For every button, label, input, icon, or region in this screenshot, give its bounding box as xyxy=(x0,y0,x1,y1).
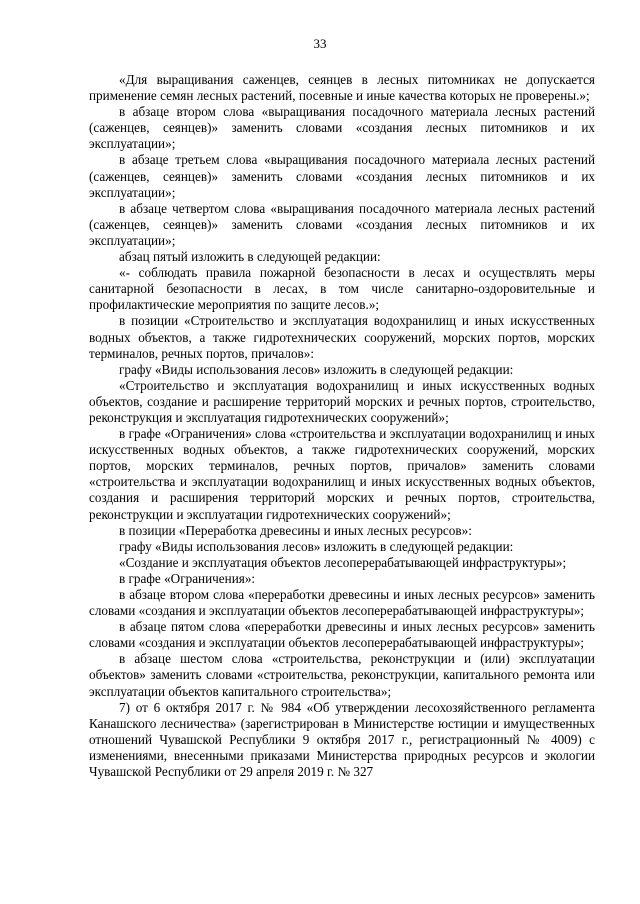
paragraph: графу «Виды использования лесов» изложить в следующей редакции: xyxy=(119,538,514,554)
page-number: 33 xyxy=(313,36,327,51)
paragraph: в графе «Ограничения» слова «строительства и эксплуатации водохранилищ и иных искусственных водных объектов, а также гидротехнических сооружений, морских портов, морских терминалов, речных портов, причалов» заменить словами «строительства и эксплуатации водохранилищ и иных искусственных водных объектов, создания и расширения территорий морских и речных портов, строительства, реконструкции и эксплуатации гидротехнических сооружений»; xyxy=(89,426,595,522)
paragraph: 7) от 6 октября 2017 г. № 984 «Об утверждении лесохозяйственного регламента Канашского лесничества» (зарегистрирован в Министерстве юстиции и имущественных отношений Чувашской Республики 9 октября 2017 г., регистрационный № 4009) с изменениями, внесенными приказами Министерства природных ресурсов и экологии Чувашской Республики от 29 апреля 2019 г. № 327 xyxy=(89,699,595,780)
paragraph: в графе «Ограничения»: xyxy=(119,570,256,586)
paragraph: в позиции «Строительство и эксплуатация водохранилищ и иных искусственных водных объектов, а также гидротехнических сооружений, морских портов, морских терминалов, речных портов, причалов»: xyxy=(89,313,595,361)
paragraph: в абзаце втором слова «переработки древесины и иных лесных ресурсов» заменить словами «создания и эксплуатации объектов лесоперерабатывающей инфраструктуры»; xyxy=(89,587,595,619)
paragraph: в абзаце пятом слова «переработки древесины и иных лесных ресурсов» заменить словами «создания и эксплуатации объектов лесоперерабатывающей инфраструктуры»; xyxy=(89,619,595,651)
paragraph: графу «Виды использования лесов» изложить в следующей редакции: xyxy=(119,361,514,377)
paragraph: «Создание и эксплуатация объектов лесоперерабатывающей инфраструктуры»; xyxy=(119,554,567,570)
paragraph: «Строительство и эксплуатация водохранилищ и иных искусственных водных объектов, создание и расширение территорий морских и речных портов, строительство, реконструкция и эксплуатация гидротехнических сооружений»; xyxy=(89,377,595,425)
paragraph: «- соблюдать правила пожарной безопасности в лесах и осуществлять меры санитарной безопасности в лесах, в том числе санитарно-оздоровительные и профилактические мероприятия по защите лесов.»; xyxy=(89,265,595,313)
paragraph: в абзаце третьем слова «выращивания посадочного материала лесных растений (саженцев, сеянцев)» заменить словами «создания лесных питомников и их эксплуатации»; xyxy=(89,152,595,200)
paragraph: в абзаце четвертом слова «выращивания посадочного материала лесных растений (саженцев, сеянцев)» заменить словами «создания лесных питомников и их эксплуатации»; xyxy=(89,200,595,248)
paragraph: в абзаце втором слова «выращивания посадочного материала лесных растений (саженцев, сеянцев)» заменить словами «создания лесных питомников и их эксплуатации»; xyxy=(89,104,595,152)
document-body xyxy=(89,72,595,780)
paragraph: в абзаце шестом слова «строительства, реконструкции и (или) эксплуатации объектов» заменить словами «строительства, реконструкции, капитального ремонта или эксплуатации объектов капитального строительства»; xyxy=(89,651,595,699)
paragraph: «Для выращивания саженцев, сеянцев в лесных питомниках не допускается применение семян лесных растений, посевные и иные качества которых не проверены.»; xyxy=(89,72,595,104)
paragraph: абзац пятый изложить в следующей редакции: xyxy=(119,249,381,265)
paragraph: в позиции «Переработка древесины и иных лесных ресурсов»: xyxy=(119,522,472,538)
